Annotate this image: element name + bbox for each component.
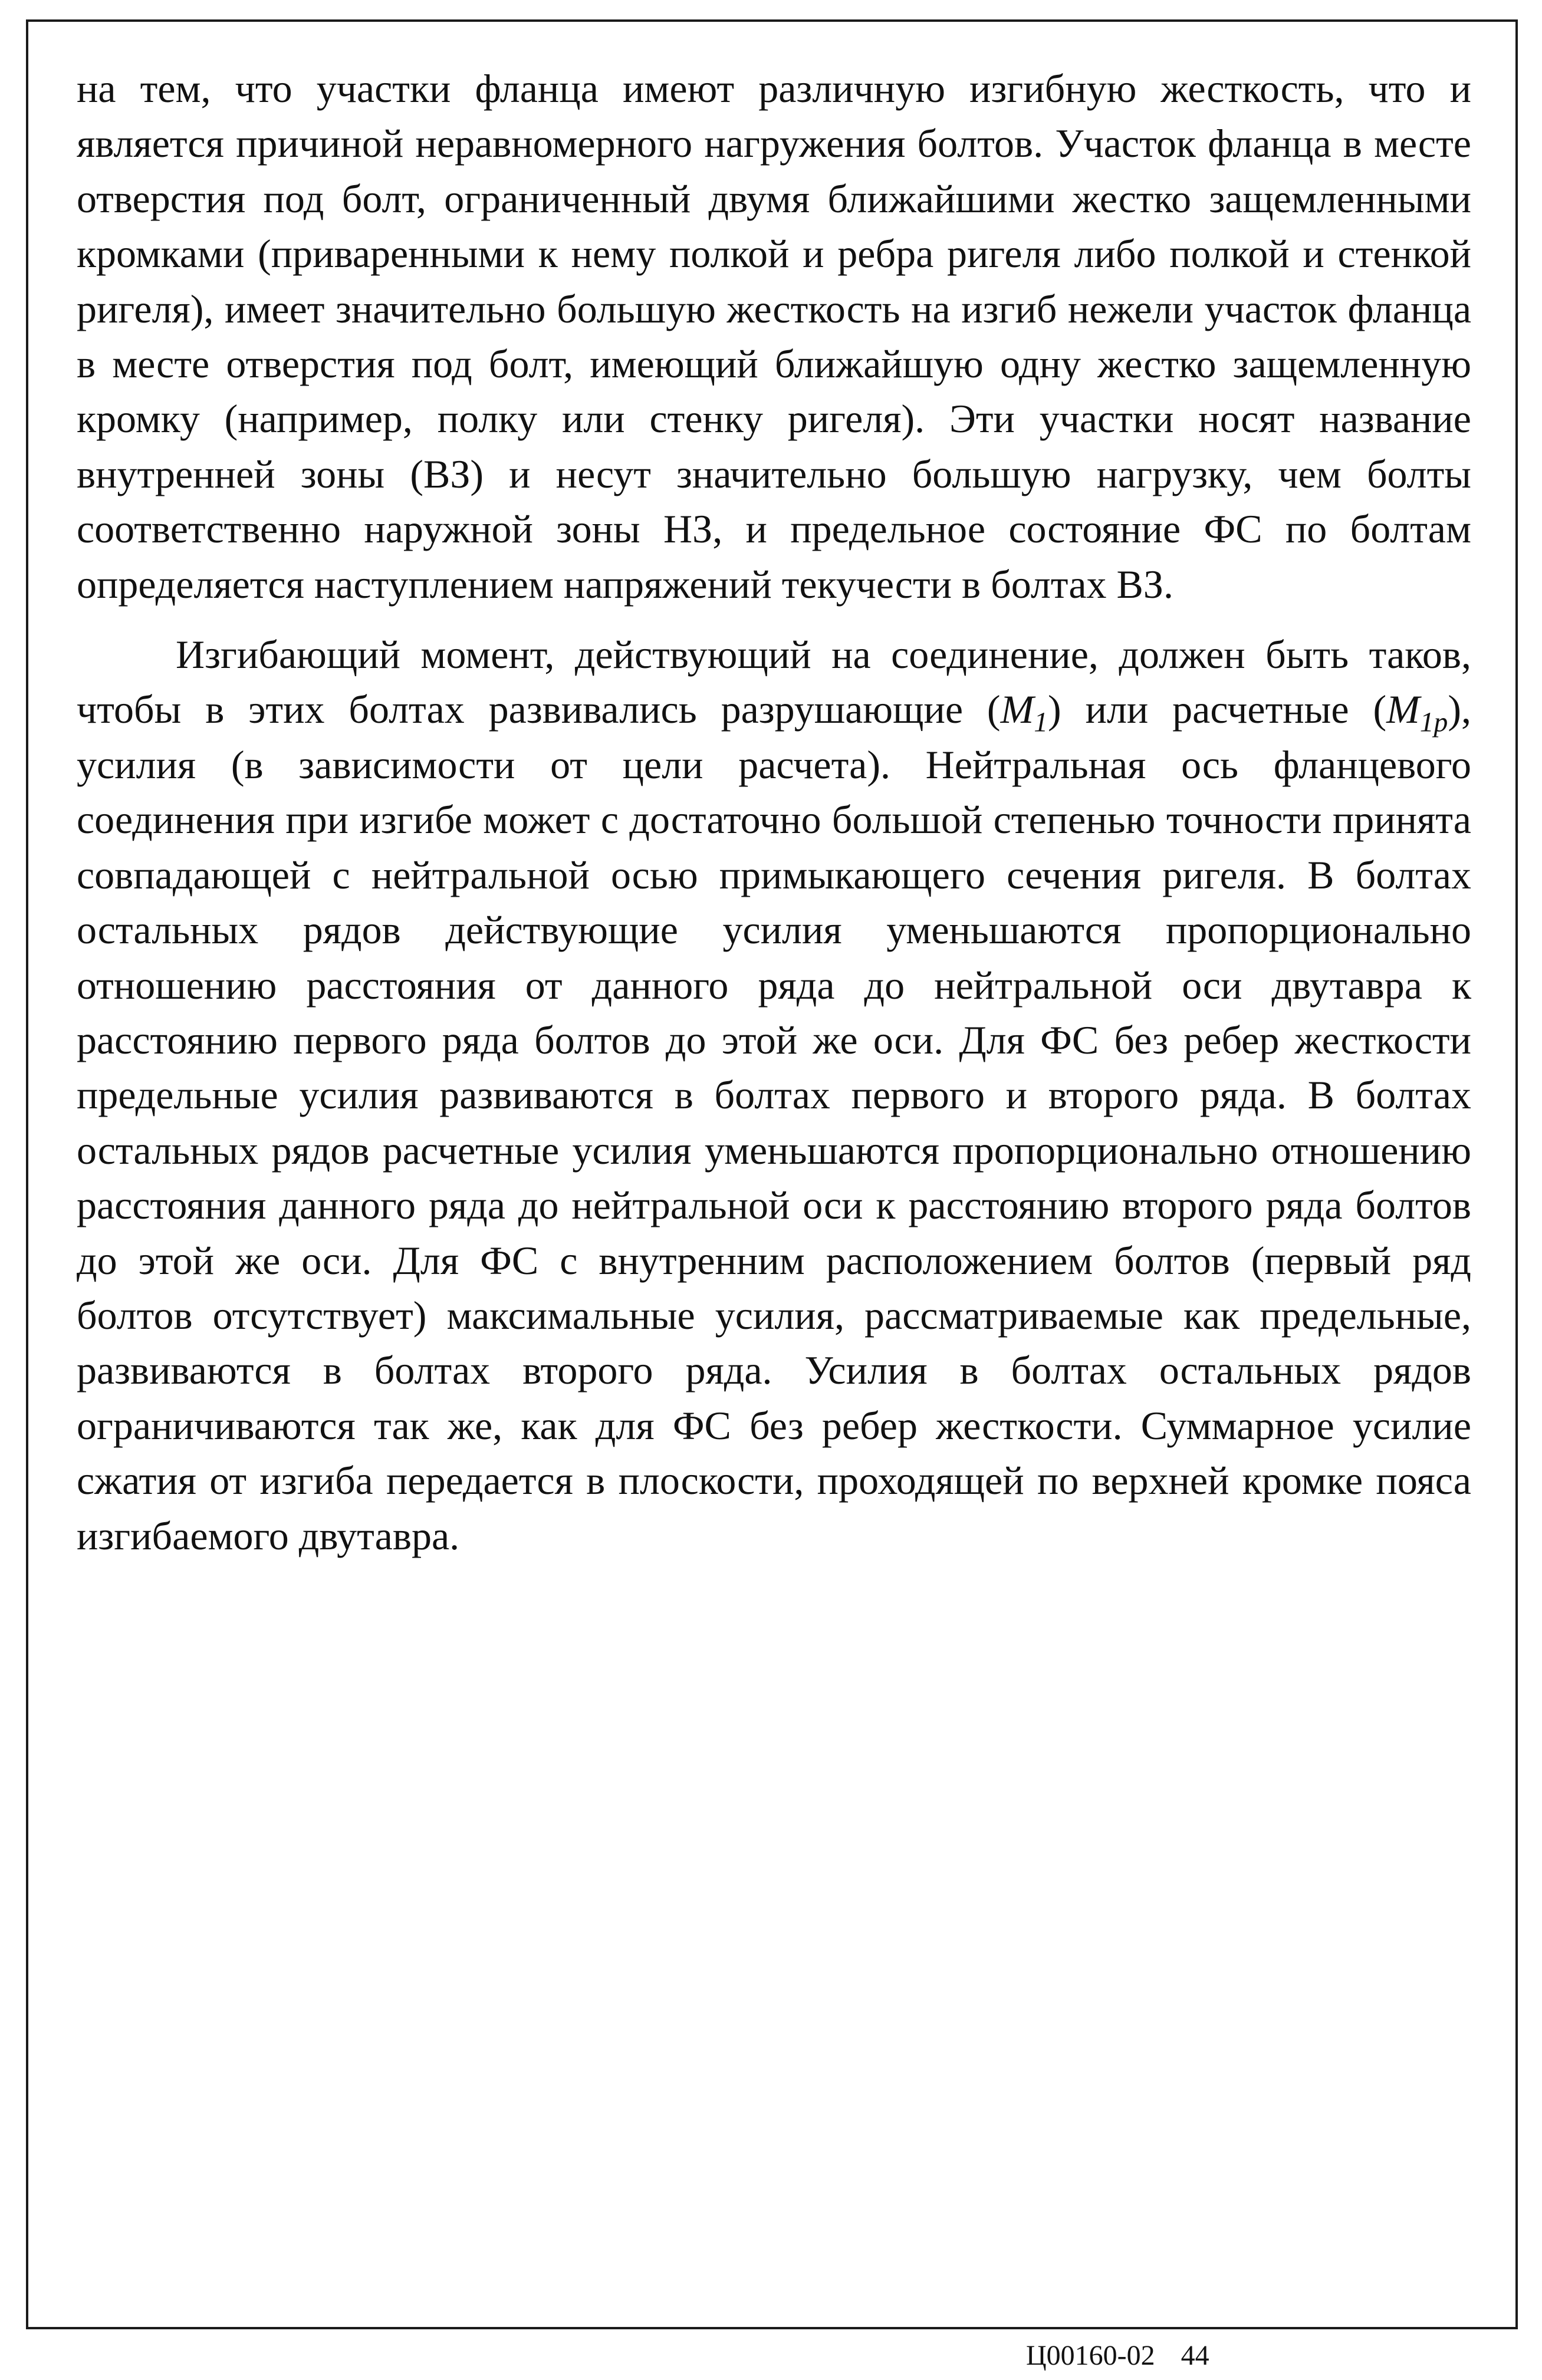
paragraph-2-text-c: ), усилия (в зависимости от цели расчета). Нейтральная ось фланцевого соединения при изгибе может с достаточно большой степенью точности принята совпадающей с нейтральной осью примыкающего сечения ригеля. В болтах остальных рядов действующие усилия уменьшаются пропорционально отношению расстояния от данного ряда до нейтральной оси двутавра к расстоянию первого ряда болтов до этой же оси. Для ФС без ребер жесткости предельные усилия развиваются в болтах первого и второго ряда. В болтах остальных рядов расчетные усилия уменьшаются пропорционально отношению расстояния данного ряда до нейтральной оси к расстоянию второго ряда болтов до этой же оси. Для ФС с внутренним расположением болтов (первый ряд болтов отсутствует) максимальные усилия, рассматриваемые как предельные, развиваются в болтах второго ряда. Усилия в болтах остальных рядов ограничиваются так же, как для ФС без ребер жесткости. Суммарное усилие сжатия от изгиба передается в плоскости, проходящей по верхней кромке пояса изгибаемого двутавра. <box>77 687 1471 1558</box>
moment-symbol-m1: $M_1$ <box>1000 687 1048 739</box>
document-body <box>77 61 1471 1563</box>
paragraph-1: на тем, что участки фланца имеют различную изгибную жесткость, что и является причиной неравномерного нагружения болтов. Участок фланца в месте отверстия под болт, ограниченный двумя ближайшими жестко защемленными кромками (приваренными к нему полкой и ребра ригеля либо полкой и стенкой ригеля), имеет значительно большую жесткость на изгиб нежели участок фланца в месте отверстия под болт, имеющий ближайшую одну жестко защемленную кромку (например, полку или стенку ригеля). Эти участки носят название внутренней зоны (ВЗ) и несут значительно большую нагрузку, чем болты соответственно наружной зоны НЗ, и предельное состояние ФС по болтам определяется наступлением напряжений текучести в болтах ВЗ. <box>77 66 1471 607</box>
document-code: Ц00160-02 <box>1026 2340 1155 2371</box>
paragraph-2 <box>77 627 1471 1563</box>
page-footer <box>1026 2338 1403 2374</box>
paragraph-2-text-b: ) или расчетные ( <box>1048 687 1387 732</box>
moment-symbol-m1p: $M_{1p}$ <box>1386 687 1448 739</box>
page-number: 44 <box>1181 2340 1209 2371</box>
paragraph-2-text-a: Изгибающий момент, действующий на соединение, должен быть таков, чтобы в этих болтах развивались разрушающие ( <box>77 632 1471 732</box>
